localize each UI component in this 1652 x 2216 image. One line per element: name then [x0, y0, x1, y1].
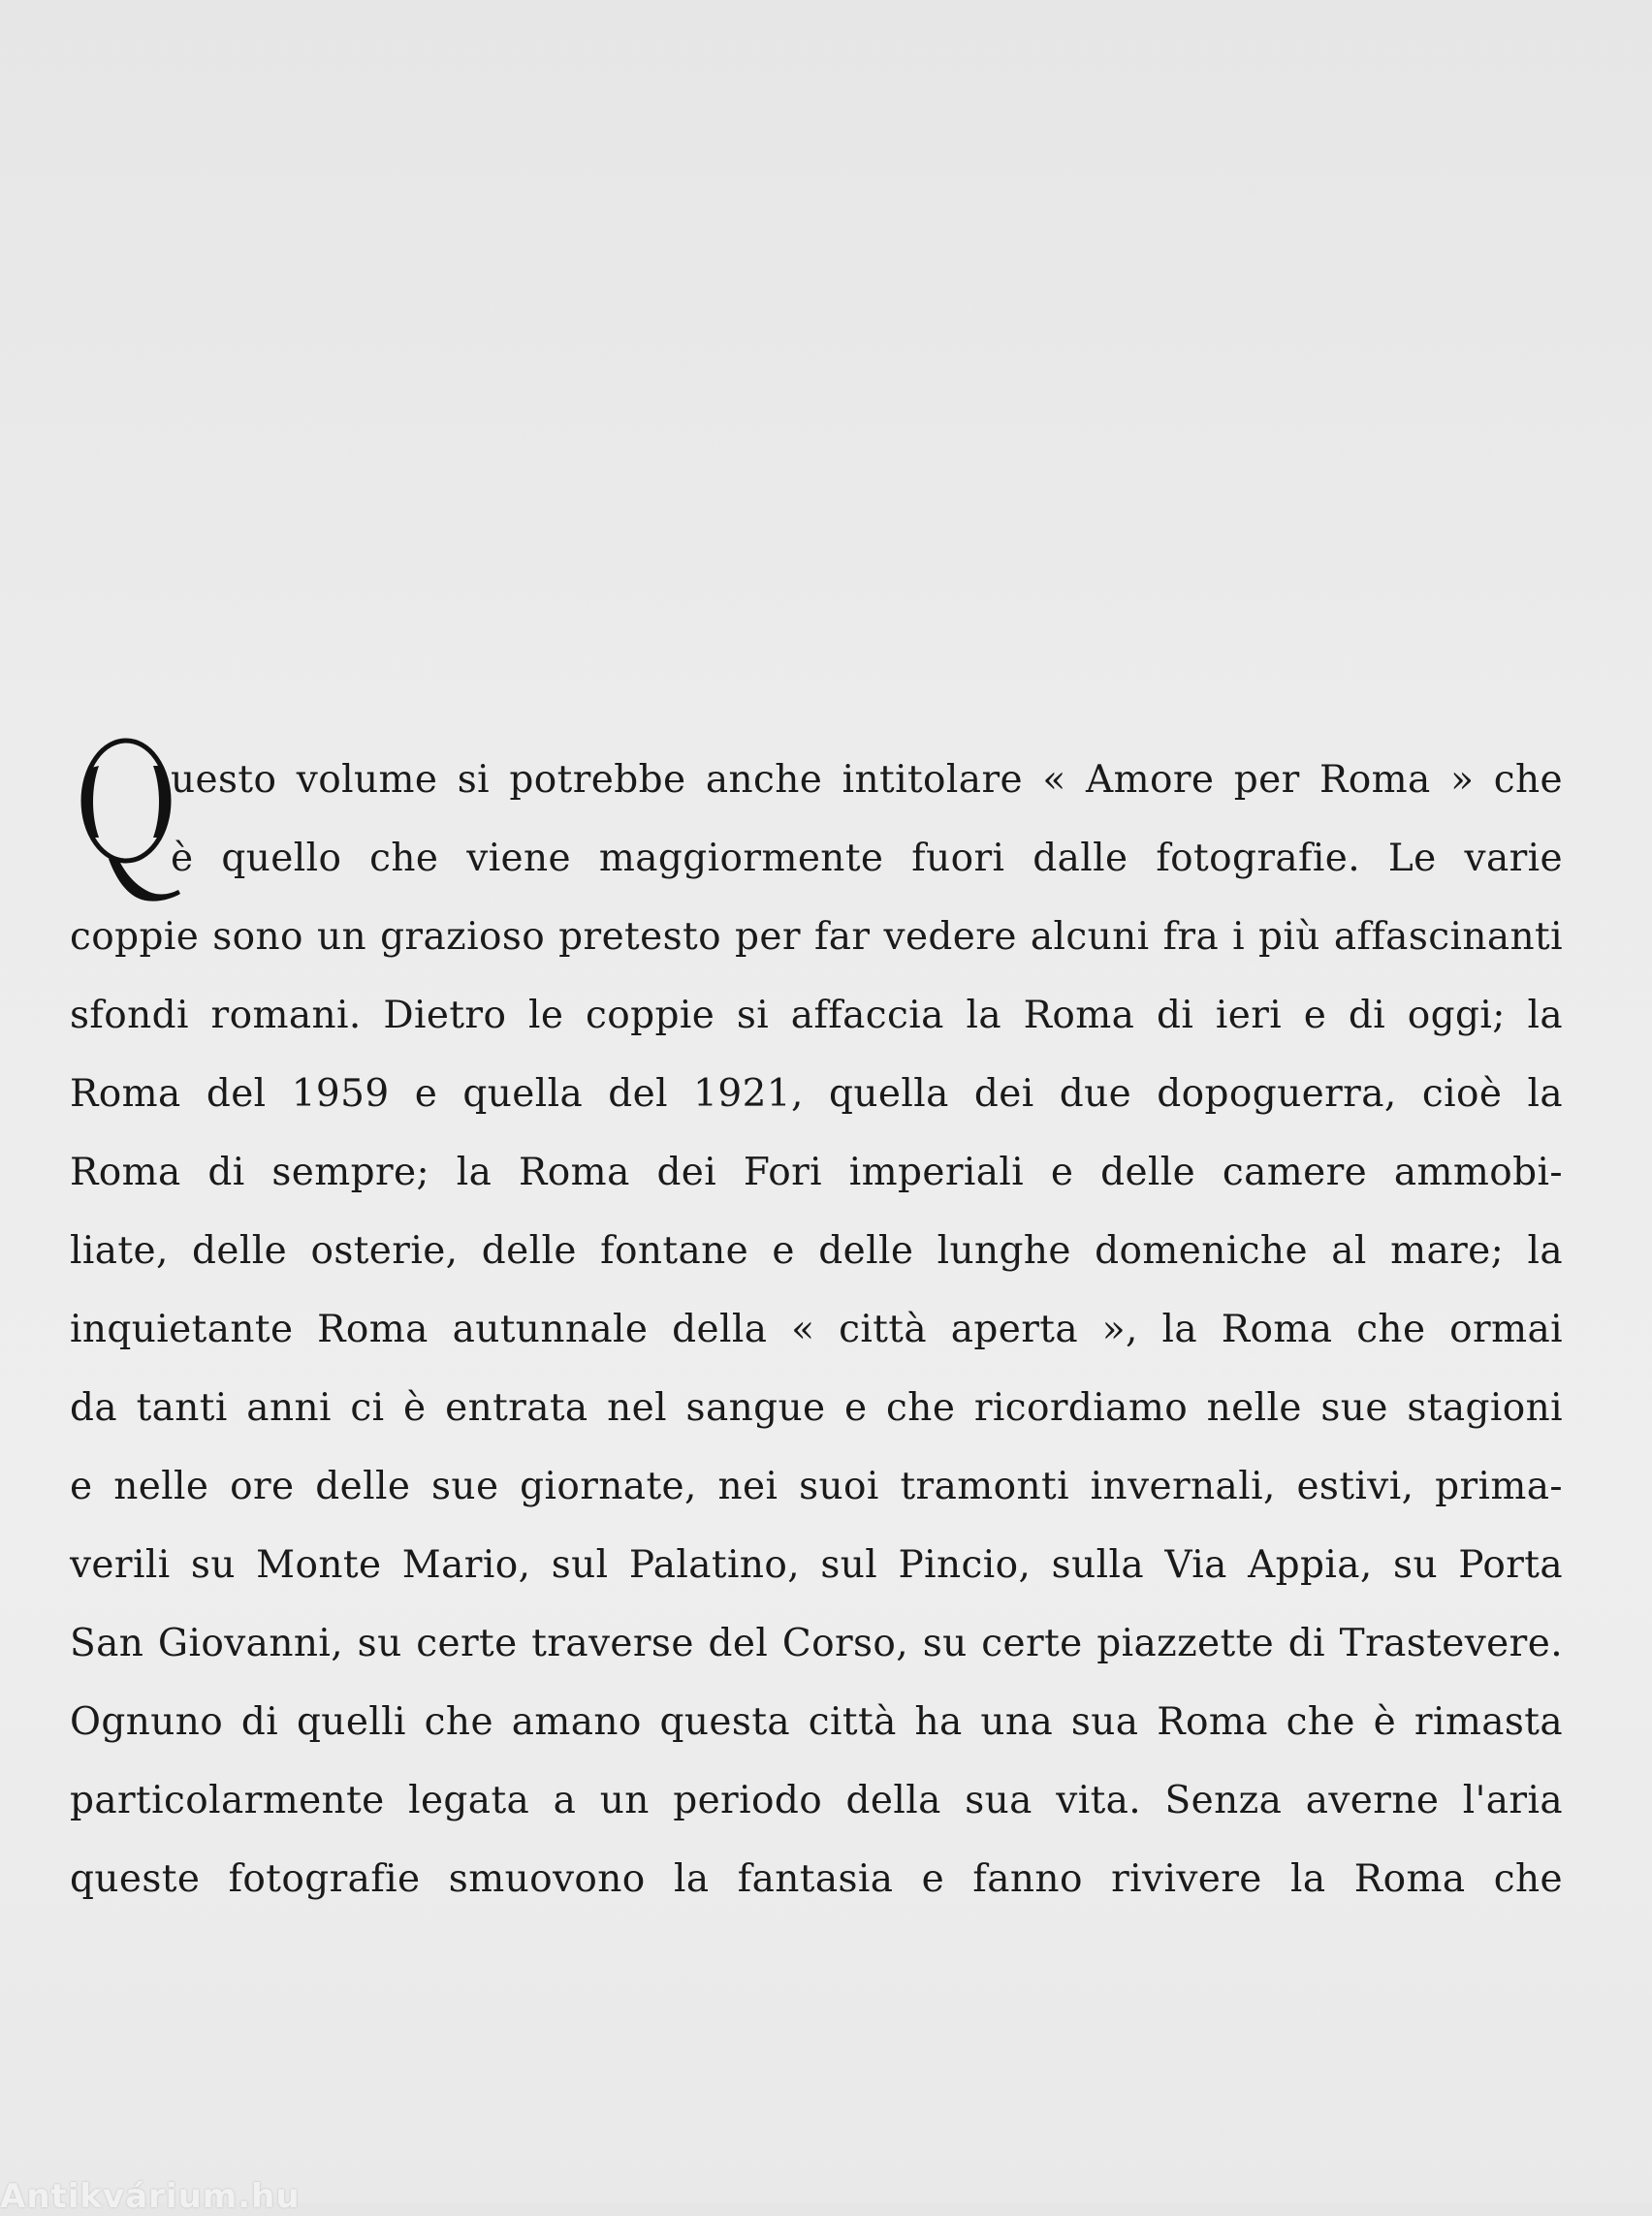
paragraph-line: uesto volume si potrebbe anche intitolare « Amore per Roma » che [171, 758, 1563, 802]
paragraph-line: è quello che viene maggiormente fuori dalle fotografie. Le varie [171, 837, 1563, 880]
paragraph-line: inquietante Roma autunnale della « città aperta », la Roma che ormai [70, 1308, 1563, 1351]
paragraph-line: San Giovanni, su certe traverse del Corso, su certe piazzette di Trastevere. [70, 1622, 1563, 1665]
paragraph-line: sfondi romani. Dietro le coppie si affaccia la Roma di ieri e di oggi; la [70, 994, 1563, 1037]
main-paragraph [70, 741, 1563, 1918]
paragraph-line: verili su Monte Mario, sul Palatino, sul Pincio, sulla Via Appia, su Porta [70, 1543, 1563, 1587]
paragraph-line: particolarmente legata a un periodo della sua vita. Senza averne l'aria [70, 1779, 1563, 1822]
paragraph-line: da tanti anni ci è entrata nel sangue e che ricordiamo nelle sue stagioni [70, 1386, 1563, 1430]
paragraph-line: Roma del 1959 e quella del 1921, quella dei due dopoguerra, cioè la [70, 1072, 1563, 1116]
paragraph-line: queste fotografie smuovono la fantasia e fanno rivivere la Roma che [70, 1857, 1563, 1901]
paragraph-line: Ognuno di quelli che amano questa città ha una sua Roma che è rimasta [70, 1700, 1563, 1744]
watermark: Antikvárium.hu [0, 2177, 301, 2216]
paragraph-line: Roma di sempre; la Roma dei Fori imperiali e delle camere ammobi- [70, 1151, 1563, 1194]
paragraph-line: e nelle ore delle sue giornate, nei suoi tramonti invernali, estivi, prima- [70, 1465, 1563, 1508]
paragraph-line: liate, delle osterie, delle fontane e delle lunghe domeniche al mare; la [70, 1229, 1563, 1273]
paragraph-line: coppie sono un grazioso pretesto per far vedere alcuni fra i più affascinanti [70, 915, 1563, 959]
